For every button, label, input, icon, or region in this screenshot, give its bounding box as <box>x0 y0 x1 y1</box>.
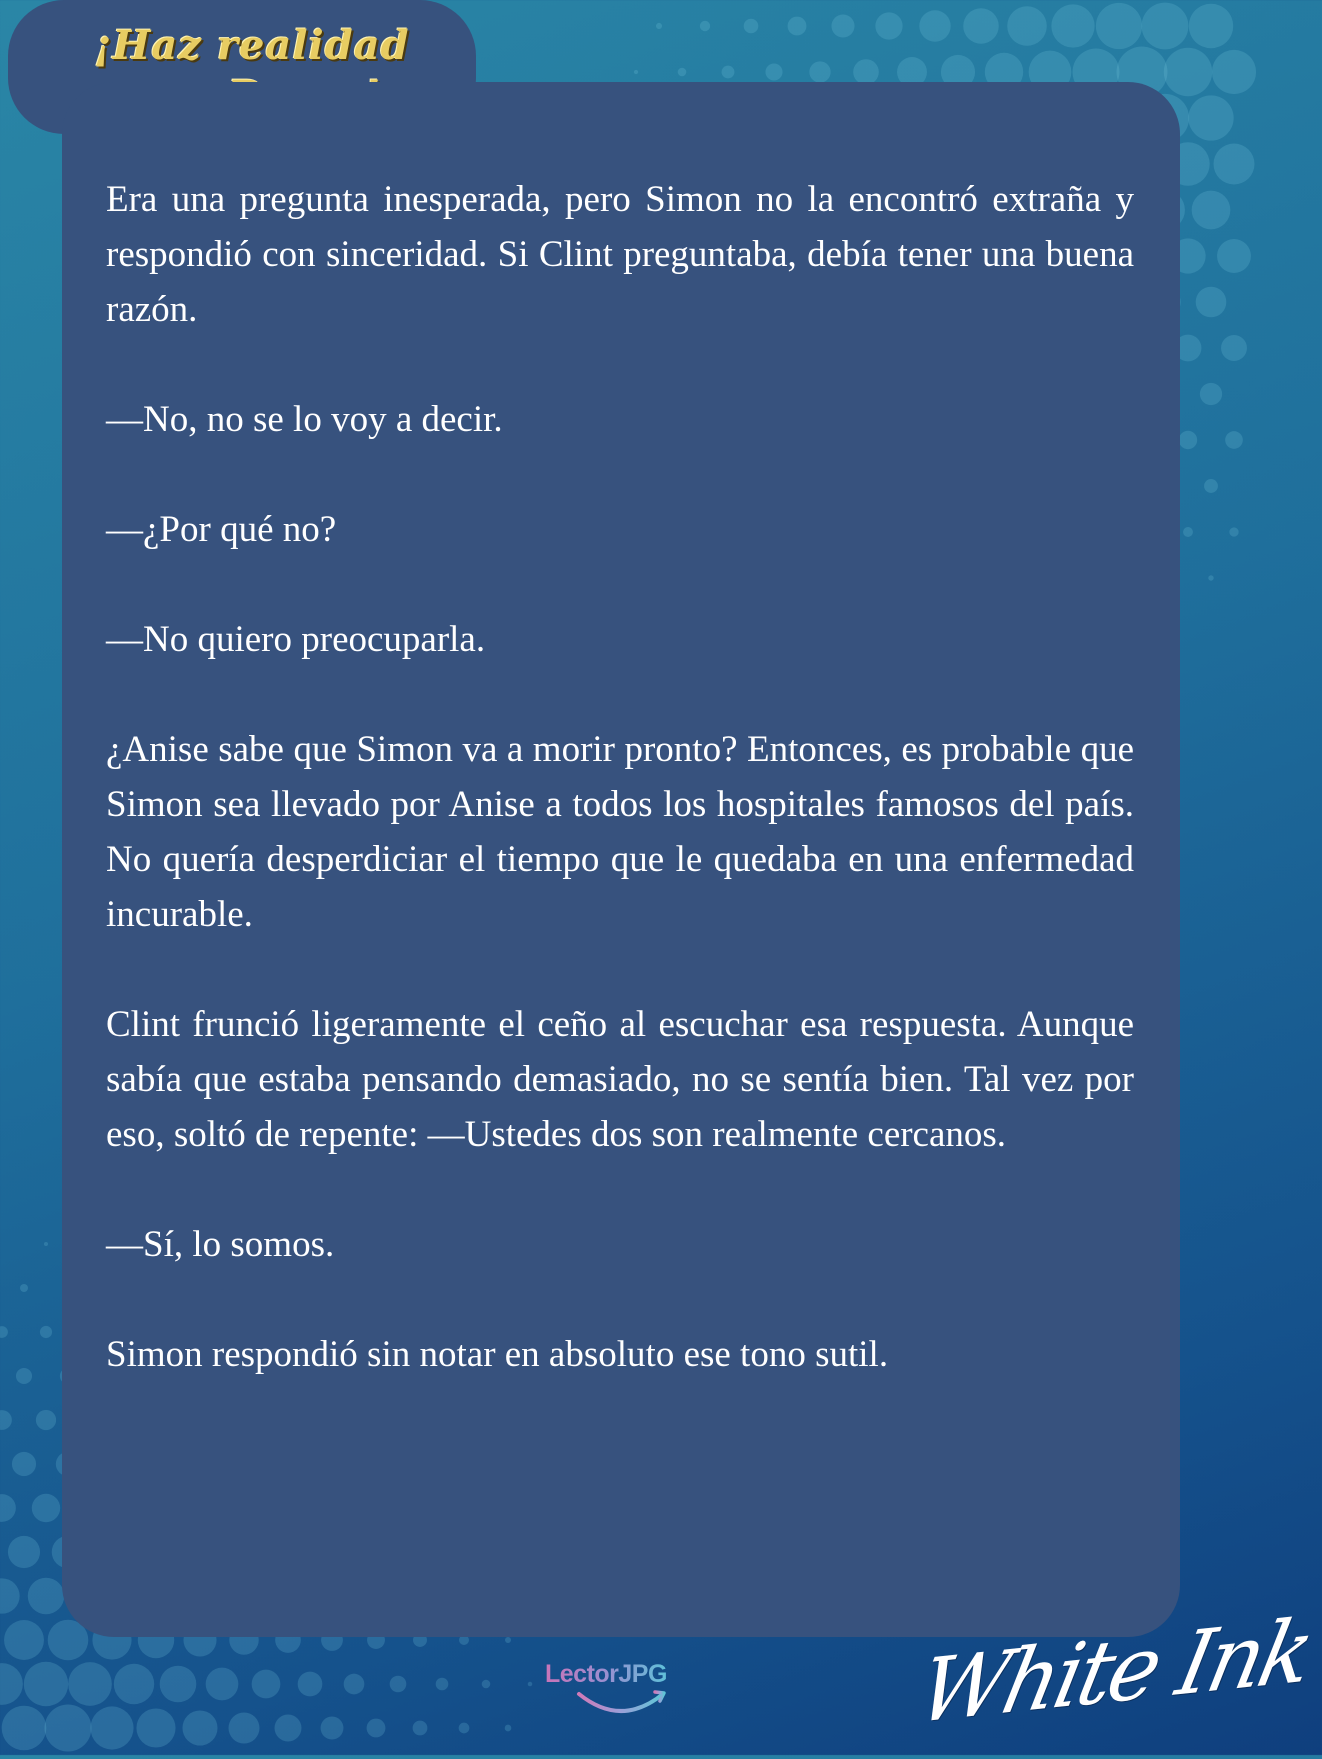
paragraph: Clint frunció ligeramente el ceño al escuchar esa respuesta. Aunque sabía que estaba pensando demasiado, no se sentía bien. Tal vez por eso, soltó de repente: —Ustedes dos son realmente cercanos. <box>106 1004 1134 1155</box>
paragraph: Era una pregunta inesperada, pero Simon no la encontró extraña y respondió con sinceridad. Si Clint preguntaba, debía tener una buena razón. <box>106 179 1134 330</box>
paragraph: ¿Anise sabe que Simon va a morir pronto? Entonces, es probable que Simon sea llevado por Anise a todos los hospitales famosos del país. No quería desperdiciar el tiempo que le quedaba en una enfermedad incurable. <box>106 729 1134 935</box>
lectorjpg-logo-text: LectorJPG <box>545 1660 667 1688</box>
paragraph: Simon respondió sin notar en absoluto ese tono sutil. <box>106 1334 889 1375</box>
paragraph: —No, no se lo voy a decir. <box>106 399 503 440</box>
paragraph: —No quiero preocuparla. <box>106 619 486 660</box>
story-text <box>106 172 1134 1437</box>
smile-arc-icon <box>571 1688 671 1718</box>
paragraph: —¿Por qué no? <box>106 509 337 550</box>
lectorjpg-logo <box>545 1660 695 1720</box>
logo-line-1: ¡Haz realidad <box>94 22 410 69</box>
paragraph: —Sí, lo somos. <box>106 1224 335 1265</box>
white-ink-signature: White Ink <box>909 1600 1320 1744</box>
